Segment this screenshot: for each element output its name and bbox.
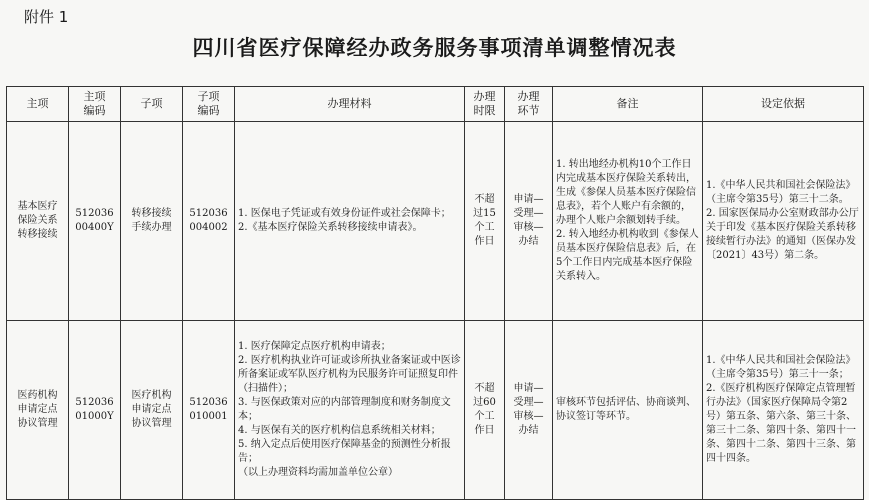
cell-line: 申请定点 <box>131 404 172 415</box>
adjustment-table <box>6 86 864 500</box>
cell-line: 512036 <box>75 208 114 219</box>
cell-line: 转移接续 <box>131 208 172 219</box>
row-main <box>7 122 69 321</box>
cell-line: 不超 <box>474 194 495 205</box>
cell-line: 审核— <box>513 222 544 233</box>
row-sub <box>121 321 183 500</box>
cell-line: 个工 <box>474 222 495 233</box>
cell-line: 3. 与医保政策对应的内部管理制度和财务制度文本； <box>238 397 451 422</box>
cell-line: 办理材料 <box>327 97 372 110</box>
row-steps <box>505 122 553 321</box>
row-notes <box>553 321 703 500</box>
cell-line: 编码 <box>83 104 106 117</box>
cell-line: 4. 与医保有关的医疗机构信息系统相关材料； <box>238 425 441 436</box>
cell-line: 2.《医疗机构医疗保障定点管理暂行办法》（国家医疗保障局令第2号）第五条、第六条、第三十条、第三十二条、第四十条、第四十一条、第四十二条、第四十三条、第四十四条。 <box>706 383 856 464</box>
row-main-code <box>69 321 121 500</box>
row-sub-code <box>183 321 235 500</box>
header-sub-code <box>183 87 235 122</box>
cell-line: 基本医疗 <box>17 201 58 212</box>
cell-line: 审核环节包括评估、协商谈判、协议签订等环节。 <box>556 397 696 422</box>
cell-line: 备注 <box>616 97 639 110</box>
cell-line: 010001 <box>189 411 228 422</box>
row-basis <box>703 321 864 500</box>
cell-line: 手续办理 <box>131 222 172 233</box>
row-time-limit <box>465 321 505 500</box>
header-notes <box>553 87 703 122</box>
table-row <box>7 321 864 500</box>
cell-line: 办理 <box>517 90 540 103</box>
cell-line: 医疗机构 <box>131 390 172 401</box>
cell-line: 医药机构 <box>17 390 58 401</box>
cell-line: 个工 <box>474 411 495 422</box>
row-materials <box>235 321 465 500</box>
cell-line: 办结 <box>518 425 539 436</box>
cell-line: 5. 纳入定点后使用医疗保障基金的预测性分析报告； <box>238 439 451 464</box>
header-row <box>7 87 864 122</box>
header-steps <box>505 87 553 122</box>
cell-line: 作日 <box>474 236 495 247</box>
cell-line: 1.《中华人民共和国社会保险法》（主席令第35号）第三十一条； <box>706 355 856 380</box>
table-row <box>7 122 864 321</box>
cell-line: 1. 医保电子凭证或有效身份证件或社会保障卡； <box>238 208 451 219</box>
cell-line: 协议管理 <box>17 418 58 429</box>
cell-line: 2.《基本医疗保险关系转移接续申请表》。 <box>238 222 423 233</box>
cell-line: 00400Y <box>75 222 114 233</box>
row-notes <box>553 122 703 321</box>
header-materials <box>235 87 465 122</box>
attachment-label: 附件 1 <box>24 8 69 26</box>
row-materials <box>235 122 465 321</box>
row-sub <box>121 122 183 321</box>
cell-line: 512036 <box>189 397 228 408</box>
header-basis <box>703 87 864 122</box>
cell-line: 设定依据 <box>761 97 805 110</box>
cell-line: 过15 <box>473 208 496 219</box>
row-basis <box>703 122 864 321</box>
cell-line: 子项 <box>197 90 220 103</box>
cell-line: 编码 <box>197 104 220 117</box>
cell-line: 转移接续 <box>17 229 58 240</box>
row-time-limit <box>465 122 505 321</box>
row-sub-code <box>183 122 235 321</box>
cell-line: 004002 <box>189 222 228 233</box>
cell-line: 2. 国家医保局办公室财政部办公厅关于印发《基本医疗保险关系转移接续暂行办法》的通知（医保办发〔2021〕43号）第二条。 <box>706 208 859 261</box>
cell-line: 协议管理 <box>131 418 172 429</box>
cell-line: 申请— <box>513 383 544 394</box>
cell-line: 不超 <box>474 383 495 394</box>
document-title: 四川省医疗保障经办政务服务事项清单调整情况表 <box>192 36 677 60</box>
cell-line: 受理— <box>513 208 544 219</box>
row-main <box>7 321 69 500</box>
cell-line: 1. 转出地经办机构10个工作日内完成基本医疗保险关系转出，生成《参保人员基本医疗保险信息表》，若个人账户有余额的，办理个人账户余额划转手续。 <box>556 159 696 226</box>
cell-line: 01000Y <box>75 411 114 422</box>
cell-line: 时限 <box>473 104 496 117</box>
cell-line: 子项 <box>140 97 163 110</box>
cell-line: 申请— <box>513 194 544 205</box>
cell-line: 作日 <box>474 425 495 436</box>
header-sub <box>121 87 183 122</box>
cell-line: 2. 医疗机构执业许可证或诊所执业备案证或中医诊所备案证或军队医疗机构为民服务许可证照复印件（扫描件）； <box>238 355 461 394</box>
cell-line: 办理 <box>473 90 496 103</box>
cell-line: 主项 <box>83 90 106 103</box>
cell-line: 环节 <box>517 104 540 117</box>
header-time-limit <box>465 87 505 122</box>
header-main <box>7 87 69 122</box>
cell-line: 办结 <box>518 236 539 247</box>
cell-line: 512036 <box>75 397 114 408</box>
cell-line: （以上办理资料均需加盖单位公章） <box>238 467 398 478</box>
cell-line: 1.《中华人民共和国社会保险法》（主席令第35号）第三十二条。 <box>706 180 856 205</box>
row-main-code <box>69 122 121 321</box>
row-steps <box>505 321 553 500</box>
cell-line: 1. 医疗保障定点医疗机构申请表； <box>238 341 391 352</box>
cell-line: 主项 <box>26 97 49 110</box>
cell-line: 受理— <box>513 397 544 408</box>
cell-line: 过60 <box>473 397 496 408</box>
cell-line: 审核— <box>513 411 544 422</box>
cell-line: 2. 转入地经办机构收到《参保人员基本医疗保险信息表》后，在5个工作日内完成基本医疗保险关系转入。 <box>556 229 699 282</box>
cell-line: 保险关系 <box>17 215 58 226</box>
cell-line: 申请定点 <box>17 404 58 415</box>
header-main-code <box>69 87 121 122</box>
cell-line: 512036 <box>189 208 228 219</box>
